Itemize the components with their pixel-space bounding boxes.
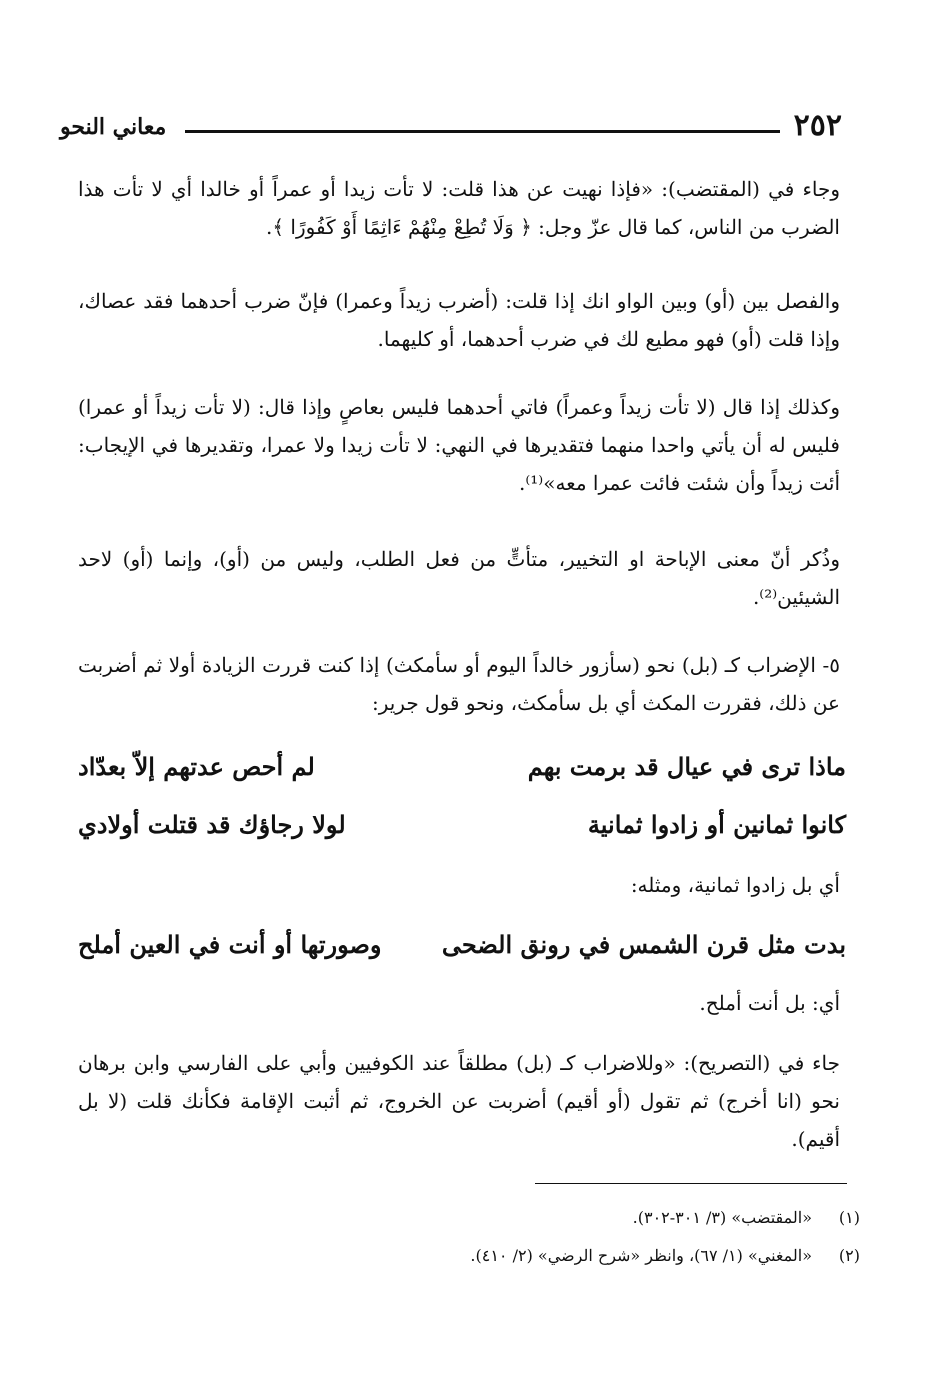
- verse-line-2: [78, 810, 846, 854]
- footnote-1: [80, 1206, 860, 1230]
- paragraph-idrab: [78, 646, 840, 722]
- paragraph-text: جاء في (التصريح): «وللاضراب كـ (بل) مطلقاً عند الكوفيين وأبي على الفارسي وابن برهان نحو (انا أخرج) ثم تقول (أو أقيم) أضربت عن الخروج، ثم أثبت الإقامة فكأنك قلت (لا بل أقيم).: [78, 1051, 840, 1151]
- verse-first-hemistich: كانوا ثمانين أو زادوا ثمانية: [587, 810, 846, 839]
- paragraph-text: وذُكر أنّ معنى الإباحة او التخيير، متأتٍّ من فعل الطلب، وليس من (أو)، وإنما (أو) لاحد الشيئين⁽²⁾.: [78, 547, 840, 609]
- paragraph-text: والفصل بين (أو) وبين الواو انك إذا قلت: (أضرب زيداً وعمرا) فإنّ ضرب أحدهما فقد عصاك، وإذا قلت (أو) فهو مطيع لك في ضرب أحدهما، أو كليهما.: [78, 289, 840, 351]
- paragraph-explanation-2: [78, 984, 840, 1022]
- footnote-text: «المغني» (١/ ٦٧)، وانظر «شرح الرضي» (٢/ ٤١٠).: [470, 1246, 812, 1265]
- verse-second-hemistich: وصورتها أو أنت في العين أملح: [78, 930, 382, 959]
- verse-second-hemistich: لولا رجاؤك قد قتلت أولادي: [78, 810, 346, 839]
- footnote-number: (٢): [838, 1246, 860, 1265]
- page-header: [60, 108, 850, 148]
- paragraph-text: ٥- الإضراب كـ (بل) نحو (سأزور خالداً اليوم أو سأمكث) إذا كنت قررت الزيادة أولا ثم أضربت عن ذلك، فقررت المكث أي بل سأمكث، ونحو قول جرير:: [78, 653, 840, 715]
- paragraph-tasrih-quote: [78, 1044, 840, 1158]
- header-rule: [185, 130, 780, 133]
- running-title: معاني النحو: [60, 114, 167, 140]
- verse-line-3: [78, 930, 846, 974]
- footnote-2: [80, 1244, 860, 1268]
- paragraph-prohibition: [78, 388, 840, 502]
- footnote-text: «المقتضب» (٣/ ٣٠١-٣٠٢).: [632, 1208, 812, 1227]
- paragraph-permission-choice: [78, 540, 840, 616]
- verse-first-hemistich: ماذا ترى في عيال قد برمت بهم: [527, 752, 846, 781]
- paragraph-muqtadab-quote: [78, 170, 840, 246]
- verse-second-hemistich: لم أحص عدتهم إلاّ بعدّاد: [78, 752, 315, 781]
- paragraph-difference-aw-waw: [78, 282, 840, 358]
- paragraph-text: وجاء في (المقتضب): «فإذا نهيت عن هذا قلت: لا تأت زيدا أو عمراً أو خالدا أي لا تأت هذا الضرب من الناس، كما قال عزّ وجل: ﴿ وَلَا تُطِعْ مِنْهُمْ ءَاثِمًا أَوْ كَفُورًا ﴾.: [78, 177, 840, 239]
- paragraph-text: وكذلك إذا قال (لا تأت زيداً وعمراً) فاتي أحدهما فليس بعاصٍ وإذا قال: (لا تأت زيداً أو عمرا) فليس له أن يأتي واحدا منهما فتقديرها في النهي: لا تأت زيدا ولا عمرا، وتقديرها في الإيجاب: أئت زيداً وأن شئت فائت عمرا معه»⁽¹⁾.: [78, 395, 840, 495]
- verse-line-1: [78, 752, 846, 796]
- page-number: ٢٥٢: [793, 108, 842, 143]
- footnote-number: (١): [838, 1208, 860, 1227]
- paragraph-text: أي: بل أنت أملح.: [699, 991, 840, 1015]
- footnote-separator: [535, 1183, 847, 1184]
- paragraph-explanation-1: [78, 866, 840, 904]
- verse-first-hemistich: بدت مثل قرن الشمس في رونق الضحى: [441, 930, 846, 959]
- paragraph-text: أي بل زادوا ثمانية، ومثله:: [630, 873, 840, 897]
